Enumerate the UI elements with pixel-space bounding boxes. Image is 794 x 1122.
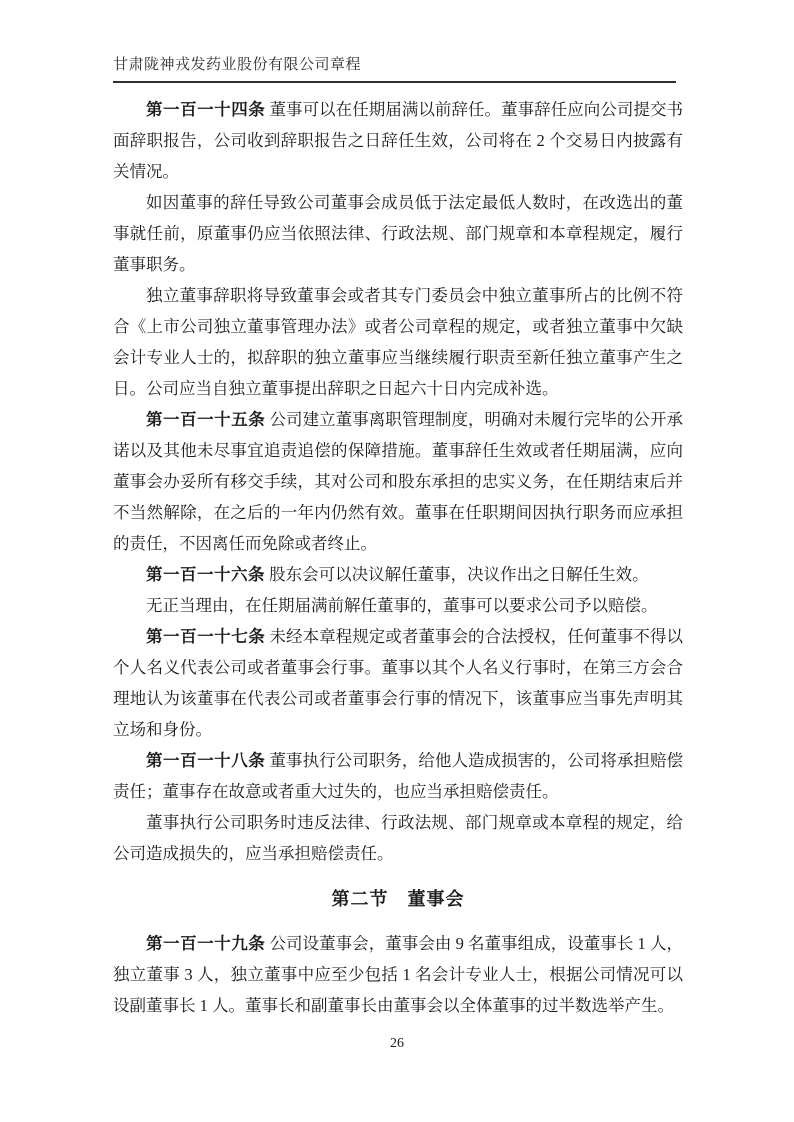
article-paragraph bbox=[113, 928, 683, 1021]
paragraph-text: 独立董事辞职将导致董事会或者其专门委员会中独立董事所占的比例不符合《上市公司独立董事管理办法》或者公司章程的规定，或者独立董事中欠缺会计专业人士的，拟辞职的独立董事应当继续履行职责至新任独立董事产生之日。公司应当自独立董事提出辞职之日起六十日内完成补选。 bbox=[113, 286, 683, 398]
article-number: 第一百一十六条 bbox=[146, 565, 265, 584]
page-number: 26 bbox=[390, 1036, 404, 1051]
article-paragraph bbox=[113, 745, 683, 807]
article-paragraph bbox=[113, 621, 683, 745]
article-paragraph bbox=[113, 94, 683, 187]
article-paragraph bbox=[113, 559, 683, 590]
article-number: 第一百一十八条 bbox=[146, 751, 266, 770]
article-paragraph bbox=[113, 807, 683, 869]
document-title: 甘肃陇神戎发药业股份有限公司章程 bbox=[113, 57, 362, 73]
article-number: 第一百一十七条 bbox=[146, 627, 266, 646]
article-paragraph bbox=[113, 590, 683, 621]
article-paragraph bbox=[113, 187, 683, 280]
page-header bbox=[113, 55, 676, 83]
article-number: 第一百一十五条 bbox=[146, 410, 266, 429]
article-paragraph bbox=[113, 404, 683, 559]
article-number: 第一百一十九条 bbox=[146, 934, 266, 953]
paragraph-text: 无正当理由，在任期届满前解任董事的，董事可以要求公司予以赔偿。 bbox=[146, 596, 658, 615]
paragraph-text: 董事执行公司职务时违反法律、行政法规、部门规章或本章程的规定，给公司造成损失的，应当承担赔偿责任。 bbox=[113, 813, 683, 863]
paragraph-text: 如因董事的辞任导致公司董事会成员低于法定最低人数时，在改选出的董事就任前，原董事仍应当依照法律、行政法规、部门规章和本章程规定，履行董事职务。 bbox=[113, 193, 683, 274]
document-body bbox=[113, 94, 683, 1021]
paragraph-text: 董事执行公司职务，给他人造成损害的，公司将承担赔偿责任；董事存在故意或者重大过失的，也应当承担赔偿责任。 bbox=[113, 751, 684, 801]
article-paragraph bbox=[113, 280, 683, 404]
paragraph-text: 公司设董事会，董事会由 9 名董事组成，设董事长 1 人，独立董事 3 人，独立董事中应至少包括 1 名会计专业人士，根据公司情况可以设副董事长 1 人。董事长和副董事长由董事会以全体董事的过半数选举产生。 bbox=[113, 934, 684, 1015]
paragraph-text: 公司建立董事离职管理制度，明确对未履行完毕的公开承诺以及其他未尽事宜追责追偿的保障措施。董事辞任生效或者任期届满，应向董事会办妥所有移交手续，其对公司和股东承担的忠实义务，在任期结束后并不当然解除，在之后的一年内仍然有效。董事在任职期间因执行职务而应承担的责任，不因离任而免除或者终止。 bbox=[113, 410, 684, 553]
article-number: 第一百一十四条 bbox=[146, 100, 266, 119]
paragraph-text: 股东会可以决议解任董事，决议作出之日解任生效。 bbox=[265, 565, 649, 584]
paragraph-text: 董事可以在任期届满以前辞任。董事辞任应向公司提交书面辞职报告，公司收到辞职报告之日辞任生效，公司将在 2 个交易日内披露有关情况。 bbox=[113, 100, 684, 181]
section-heading: 第二节 董事会 bbox=[331, 889, 465, 909]
paragraph-text: 未经本章程规定或者董事会的合法授权，任何董事不得以个人名义代表公司或者董事会行事。董事以其个人名义行事时，在第三方会合理地认为该董事在代表公司或者董事会行事的情况下，该董事应当事先声明其立场和身份。 bbox=[113, 627, 684, 739]
